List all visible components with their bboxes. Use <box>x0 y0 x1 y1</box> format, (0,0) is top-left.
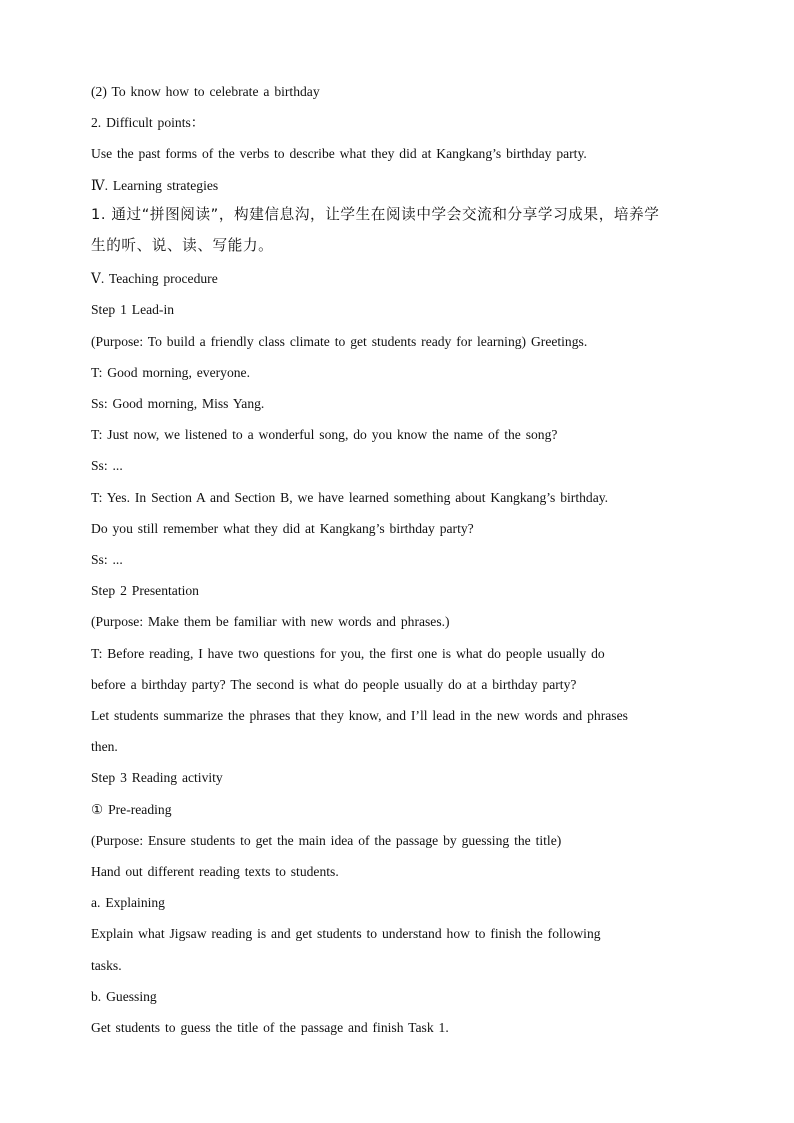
explaining-text-line: tasks. <box>91 958 122 973</box>
dialogue-line: Do you still remember what they did at Kangkang’s birthday party? <box>91 521 474 536</box>
dialogue-line: Ss: Good morning, Miss Yang. <box>91 396 265 411</box>
difficult-points-text: Use the past forms of the verbs to describe what they did at Kangkang’s birthday party. <box>91 146 587 161</box>
pre-reading-purpose: (Purpose: Ensure students to get the main idea of the passage by guessing the title) <box>91 833 562 848</box>
step1-heading: Step 1 Lead-in <box>91 302 175 317</box>
learning-strategies-heading: Ⅳ. Learning strategies <box>91 178 219 193</box>
step2-heading: Step 2 Presentation <box>91 583 199 598</box>
dialogue-line: Ss: ... <box>91 552 123 567</box>
dialogue-line: T: Yes. In Section A and Section B, we have learned something about Kangkang’s birthday. <box>91 490 609 505</box>
step3-heading: Step 3 Reading activity <box>91 770 223 785</box>
dialogue-line: T: Good morning, everyone. <box>91 365 250 380</box>
dialogue-line: Ss: ... <box>91 458 123 473</box>
step1-purpose: (Purpose: To build a friendly class climate to get students ready for learning) Greetings. <box>91 334 588 349</box>
objective-line: (2) To know how to celebrate a birthday <box>91 84 320 99</box>
strategy-text-line-1: 1. 通过“拼图阅读”，构建信息沟，让学生在阅读中学会交流和分享学习成果，培养学 <box>91 206 660 223</box>
difficult-points-heading: 2. Difficult points： <box>91 115 205 130</box>
step2-text-line: then. <box>91 739 118 754</box>
step2-text-line: before a birthday party? The second is what do people usually do at a birthday party? <box>91 677 577 692</box>
dialogue-line: T: Just now, we listened to a wonderful song, do you know the name of the song? <box>91 427 558 442</box>
step2-text-line: Let students summarize the phrases that they know, and I’ll lead in the new words and phrases <box>91 708 628 723</box>
strategy-text-line-2: 生的听、说、读、写能力。 <box>91 237 274 254</box>
step2-text-line: T: Before reading, I have two questions for you, the first one is what do people usually do <box>91 646 605 661</box>
guessing-text: Get students to guess the title of the passage and finish Task 1. <box>91 1020 449 1035</box>
pre-reading-heading: ① Pre-reading <box>91 802 172 817</box>
teaching-procedure-heading: Ⅴ. Teaching procedure <box>91 271 218 286</box>
step2-purpose: (Purpose: Make them be familiar with new words and phrases.) <box>91 614 450 629</box>
explaining-text-line: Explain what Jigsaw reading is and get students to understand how to finish the following <box>91 926 601 941</box>
pre-reading-text: Hand out different reading texts to students. <box>91 864 339 879</box>
explaining-heading: a. Explaining <box>91 895 165 910</box>
guessing-heading: b. Guessing <box>91 989 157 1004</box>
